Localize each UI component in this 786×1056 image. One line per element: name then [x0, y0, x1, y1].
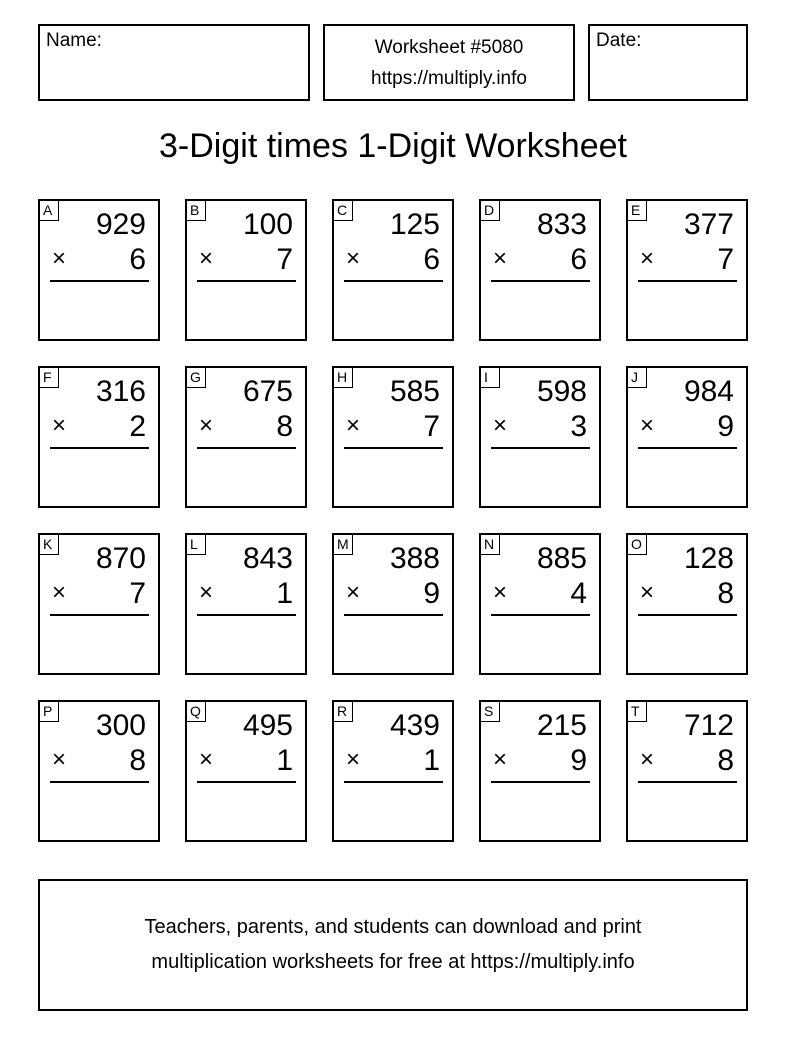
- problem-card[interactable]: [185, 366, 307, 508]
- problem-card[interactable]: [332, 700, 454, 842]
- page-title: 3-Digit times 1-Digit Worksheet: [159, 127, 627, 165]
- footer-line-2: multiplication worksheets for free at https://multiply.info: [151, 951, 635, 973]
- problem-card[interactable]: [185, 700, 307, 842]
- answer-line: [197, 781, 296, 783]
- problem-card[interactable]: [626, 533, 748, 675]
- multiplicand: 598: [536, 375, 587, 408]
- answer-line: [491, 614, 590, 616]
- problem-card[interactable]: [38, 533, 160, 675]
- answer-line: [50, 447, 149, 449]
- multiply-sign: ×: [199, 412, 214, 439]
- multiply-sign: ×: [640, 579, 655, 606]
- problem-card[interactable]: [332, 366, 454, 508]
- problem-card[interactable]: [185, 533, 307, 675]
- problem-card[interactable]: [626, 366, 748, 508]
- multiplicand: 495: [242, 709, 293, 742]
- multiply-sign: ×: [346, 579, 361, 606]
- problem-letter: C: [333, 200, 353, 221]
- problem-letter: S: [480, 701, 500, 722]
- problem-letter: T: [627, 701, 647, 722]
- multiplier: 4: [570, 577, 587, 610]
- multiplier: 8: [717, 744, 734, 777]
- date-field-box[interactable]: [588, 24, 748, 101]
- multiplicand: 675: [242, 375, 293, 408]
- problem-card[interactable]: [479, 533, 601, 675]
- worksheet-number: Worksheet #5080: [374, 37, 524, 58]
- multiply-sign: ×: [640, 746, 655, 773]
- problem-letter: D: [480, 200, 500, 221]
- multiply-sign: ×: [640, 245, 655, 272]
- multiplier: 6: [423, 243, 440, 276]
- multiply-sign: ×: [52, 746, 67, 773]
- multiplicand: 870: [95, 542, 146, 575]
- multiplicand: 929: [95, 208, 146, 241]
- name-field-box[interactable]: [38, 24, 310, 101]
- multiply-sign: ×: [640, 412, 655, 439]
- date-label: Date:: [596, 30, 642, 51]
- name-label: Name:: [46, 30, 102, 51]
- multiply-sign: ×: [493, 579, 508, 606]
- multiply-sign: ×: [346, 245, 361, 272]
- multiply-sign: ×: [493, 412, 508, 439]
- multiply-sign: ×: [493, 245, 508, 272]
- multiplicand: 885: [536, 542, 587, 575]
- worksheet-info-box: [323, 24, 575, 101]
- footer-line-1: Teachers, parents, and students can download and print: [144, 916, 642, 938]
- multiplicand: 585: [389, 375, 440, 408]
- answer-line: [197, 447, 296, 449]
- multiplier: 9: [717, 410, 734, 443]
- multiplier: 2: [129, 410, 146, 443]
- multiplier: 1: [423, 744, 440, 777]
- problem-letter: I: [480, 367, 500, 388]
- multiplier: 9: [423, 577, 440, 610]
- problem-card[interactable]: [479, 700, 601, 842]
- multiplicand: 215: [536, 709, 587, 742]
- multiplier: 8: [717, 577, 734, 610]
- problem-letter: F: [39, 367, 59, 388]
- multiplier: 9: [570, 744, 587, 777]
- answer-line: [50, 614, 149, 616]
- answer-line: [638, 781, 737, 783]
- multiplicand: 843: [242, 542, 293, 575]
- multiplier: 1: [276, 577, 293, 610]
- multiplicand: 377: [683, 208, 734, 241]
- multiplicand: 316: [95, 375, 146, 408]
- problem-letter: A: [39, 200, 59, 221]
- problem-letter: G: [186, 367, 206, 388]
- footer-box: [38, 879, 748, 1011]
- problem-card[interactable]: [38, 700, 160, 842]
- multiply-sign: ×: [346, 412, 361, 439]
- problem-card[interactable]: [332, 199, 454, 341]
- problem-card[interactable]: [185, 199, 307, 341]
- multiplier: 6: [129, 243, 146, 276]
- problem-card[interactable]: [479, 199, 601, 341]
- multiplicand: 439: [389, 709, 440, 742]
- problem-letter: J: [627, 367, 647, 388]
- answer-line: [491, 280, 590, 282]
- problem-letter: L: [186, 534, 206, 555]
- multiplier: 7: [276, 243, 293, 276]
- answer-line: [638, 280, 737, 282]
- problem-card[interactable]: [38, 366, 160, 508]
- answer-line: [50, 781, 149, 783]
- answer-line: [638, 614, 737, 616]
- problem-card[interactable]: [626, 199, 748, 341]
- answer-line: [197, 614, 296, 616]
- multiplier: 8: [276, 410, 293, 443]
- problem-card[interactable]: [332, 533, 454, 675]
- multiplicand: 100: [242, 208, 293, 241]
- answer-line: [344, 614, 443, 616]
- multiplicand: 984: [683, 375, 734, 408]
- multiplicand: 712: [683, 709, 734, 742]
- problem-letter: P: [39, 701, 59, 722]
- problem-letter: Q: [186, 701, 206, 722]
- multiplicand: 128: [683, 542, 734, 575]
- problem-letter: H: [333, 367, 353, 388]
- multiplicand: 125: [389, 208, 440, 241]
- multiplier: 3: [570, 410, 587, 443]
- multiply-sign: ×: [199, 579, 214, 606]
- multiplicand: 300: [95, 709, 146, 742]
- multiply-sign: ×: [52, 579, 67, 606]
- problem-letter: O: [627, 534, 647, 555]
- multiplier: 6: [570, 243, 587, 276]
- multiplier: 8: [129, 744, 146, 777]
- multiply-sign: ×: [493, 746, 508, 773]
- answer-line: [344, 447, 443, 449]
- multiply-sign: ×: [52, 412, 67, 439]
- answer-line: [50, 280, 149, 282]
- multiplicand: 833: [536, 208, 587, 241]
- answer-line: [197, 280, 296, 282]
- problem-letter: K: [39, 534, 59, 555]
- multiply-sign: ×: [346, 746, 361, 773]
- multiplier: 7: [423, 410, 440, 443]
- problem-card[interactable]: [38, 199, 160, 341]
- answer-line: [491, 447, 590, 449]
- multiply-sign: ×: [199, 245, 214, 272]
- worksheet-url: https://multiply.info: [371, 68, 527, 89]
- answer-line: [638, 447, 737, 449]
- multiplier: 7: [717, 243, 734, 276]
- multiplier: 7: [129, 577, 146, 610]
- problem-letter: R: [333, 701, 353, 722]
- problem-card[interactable]: [479, 366, 601, 508]
- answer-line: [344, 280, 443, 282]
- answer-line: [491, 781, 590, 783]
- problem-letter: B: [186, 200, 206, 221]
- multiply-sign: ×: [199, 746, 214, 773]
- problem-letter: M: [333, 534, 353, 555]
- multiply-sign: ×: [52, 245, 67, 272]
- problem-letter: N: [480, 534, 500, 555]
- problem-letter: E: [627, 200, 647, 221]
- problem-card[interactable]: [626, 700, 748, 842]
- answer-line: [344, 781, 443, 783]
- multiplier: 1: [276, 744, 293, 777]
- multiplicand: 388: [389, 542, 440, 575]
